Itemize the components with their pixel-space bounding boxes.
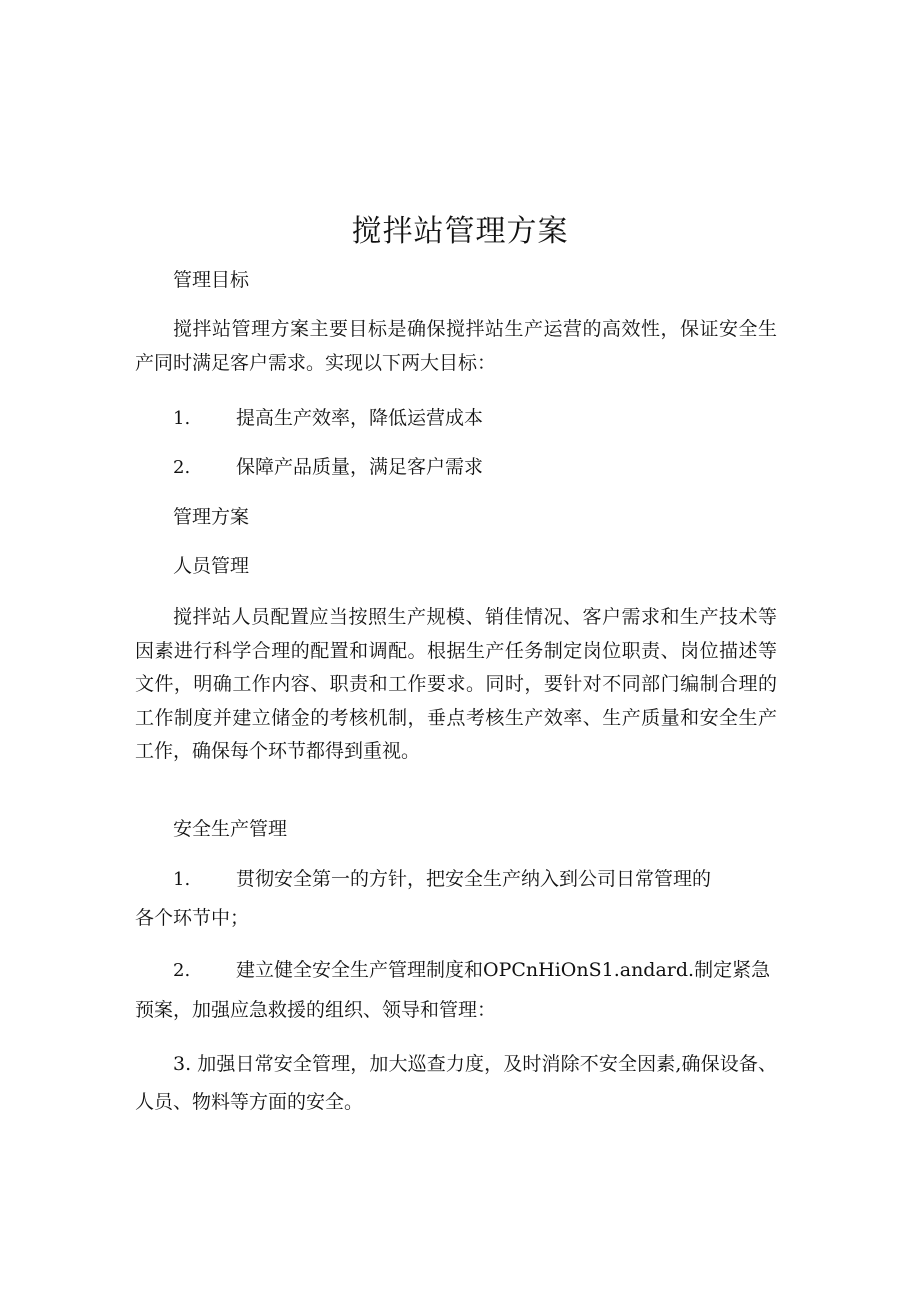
goal-item-1-text: 提高生产效率，降低运营成本 (236, 407, 484, 429)
document-title: 搅拌站管理方案 (351, 214, 569, 249)
safety-item-2-continuation: 预案，加强应急救援的组织、领导和管理： (135, 999, 497, 1021)
safety-item-1-continuation: 各个环节中； (135, 907, 250, 929)
heading-management-plan: 管理方案 (173, 506, 250, 528)
safety-item-2-number: 2. (173, 960, 191, 981)
heading-management-goal: 管理目标 (173, 269, 250, 291)
paragraph-goal: 搅拌站管理方案主要目标是确保搅拌站生产运营的高效性，保证安全生产同时满足客户需求。实现以下两大目标： (135, 318, 777, 374)
goal-item-2-text: 保障产品质量，满足客户需求 (236, 456, 484, 478)
safety-item-3-text: 3. 加强日常安全管理，加大巡查力度，及时消除不安全因素,确保设备、人员、物料等方面的安全。 (135, 1053, 777, 1113)
paragraph-staff: 搅拌站人员配置应当按照生产规模、销佳情况、客户需求和生产技术等因素进行科学合理的配置和调配。根据生产任务制定岗位职责、岗位描述等文件，明确工作内容、职责和工作要求。同时，要针对不同部门编制合理的工作制度并建立储金的考核机制，垂点考核生产效率、生产质量和安全生产工作，确保每个环节都得到重视。 (135, 606, 777, 762)
goal-item-2-number: 2. (173, 457, 191, 478)
goal-item-1-number: 1. (173, 408, 191, 429)
heading-staff-management: 人员管理 (173, 555, 250, 577)
safety-item-1-text: 贯彻安全第一的方针，把安全生产纳入到公司日常管理的 (236, 868, 712, 890)
safety-item-1-number: 1. (173, 869, 191, 890)
heading-safety-management: 安全生产管理 (173, 818, 288, 840)
safety-item-2-text: 建立健全安全生产管理制度和OPCnHiOnS1.andard.制定紧急 (236, 959, 771, 981)
